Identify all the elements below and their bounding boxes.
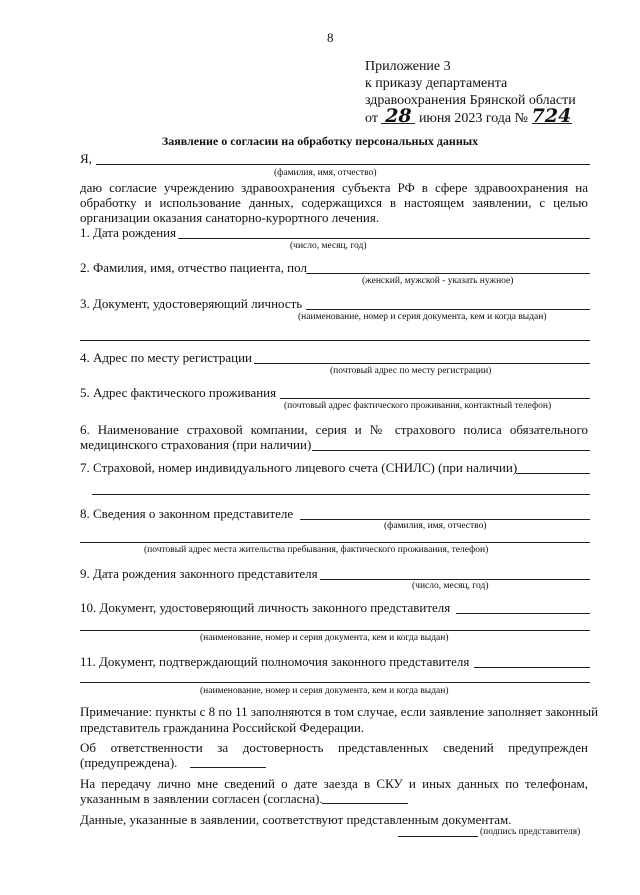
authority-doc-field-2[interactable] [80, 682, 590, 683]
responsibility-line2: (предупреждена). [80, 755, 178, 770]
item-insurance-label-line2: медицинского страхования (при наличии) [80, 437, 312, 452]
representative-name-hint: (фамилия, имя, отчество) [384, 521, 487, 531]
responsibility-signature-field[interactable] [190, 767, 266, 768]
birth-date-hint: (число, месяц, год) [290, 241, 367, 251]
note-line2: представитель гражданина Российской Федерации. [80, 720, 365, 735]
item-insurance-label-line1: 6. Наименование страховой компании, серия и № страхового полиса обязательного [80, 422, 588, 437]
transfer-consent-line2: указанным в заявлении согласен (согласна). [80, 791, 323, 806]
order-reference: к приказу департамента [365, 76, 508, 91]
item-representative-doc-label: 10. Документ, удостоверяющий личность законного представителя [80, 600, 451, 615]
department-name: здравоохранения Брянской области [365, 93, 576, 108]
patient-sex-hint: (женский, мужской - указать нужное) [362, 276, 514, 286]
consent-text-line3: организации оказания санаторно-курортного лечения. [80, 210, 380, 225]
representative-doc-field[interactable] [456, 613, 590, 614]
order-date-line [365, 105, 572, 127]
item-representative-birth-label: 9. Дата рождения законного представителя [80, 566, 318, 581]
item-patient-name-label: 2. Фамилия, имя, отчество пациента, пол [80, 260, 307, 275]
transfer-signature-field[interactable] [322, 803, 408, 804]
representative-address-field[interactable] [80, 542, 590, 543]
authority-doc-hint: (наименование, номер и серия документа, кем и когда выдан) [200, 686, 449, 696]
page-number: 8 [327, 30, 334, 45]
responsibility-line1: Об ответственности за достоверность представленных сведений предупрежден [80, 740, 588, 755]
birth-date-field[interactable] [178, 238, 590, 239]
form-title: Заявление о согласии на обработку персональных данных [161, 134, 479, 148]
appendix-title: Приложение 3 [365, 59, 451, 74]
insurance-field[interactable] [312, 450, 590, 451]
actual-address-hint: (почтовый адрес фактического проживания, контактный телефон) [284, 401, 552, 411]
consent-text-line1: даю согласие учреждению здравоохранения субъекта РФ в сфере здравоохранения на [80, 180, 588, 195]
representative-birth-field[interactable] [320, 579, 590, 580]
representative-doc-hint: (наименование, номер и серия документа, кем и когда выдан) [200, 633, 449, 643]
snils-field[interactable] [516, 473, 590, 474]
item-authority-doc-label: 11. Документ, подтверждающий полномочия законного представителя [80, 654, 470, 669]
handwritten-order-number: 724 [531, 105, 572, 127]
note-line1: Примечание: пункты с 8 по 11 заполняются в том случае, если заявление заполняет законный [80, 704, 599, 719]
registration-address-hint: (почтовый адрес по месту регистрации) [330, 366, 492, 376]
item-actual-address-label: 5. Адрес фактического проживания [80, 385, 277, 400]
representative-doc-field-2[interactable] [80, 630, 590, 631]
patient-name-field[interactable] [306, 273, 590, 274]
item-snils-label: 7. Страховой, номер индивидуального лицевого счета (СНИЛС) (при наличии) [80, 460, 518, 475]
representative-signature-hint: (подпись представителя) [480, 827, 581, 837]
date-rest: июня 2023 года № [418, 111, 529, 126]
item-representative-label: 8. Сведения о законном представителе [80, 506, 294, 521]
identity-doc-hint: (наименование, номер и серия документа, кем и когда выдан) [298, 312, 547, 322]
transfer-consent-line1: На передачу лично мне сведений о дате заезда в СКУ и иных данных по телефонам, [80, 776, 588, 791]
full-name-field[interactable] [96, 164, 590, 165]
consent-text-line2: обработку и использование данных, содержащихся в настоящем заявлении, с целью [80, 195, 588, 210]
item-registration-address-label: 4. Адрес по месту регистрации [80, 350, 252, 365]
handwritten-day: 28 [381, 109, 415, 124]
representative-birth-hint: (число, месяц, год) [412, 581, 489, 591]
authority-doc-field[interactable] [474, 667, 590, 668]
full-name-hint: (фамилия, имя, отчество) [274, 168, 377, 178]
identity-doc-field[interactable] [306, 309, 590, 310]
date-prefix: от [365, 111, 378, 126]
representative-name-field[interactable] [300, 519, 590, 520]
identity-doc-field-2[interactable] [80, 340, 590, 341]
registration-address-field[interactable] [254, 363, 590, 364]
representative-address-hint: (почтовый адрес места жительства пребывания, фактического проживания, телефон) [144, 545, 489, 555]
representative-signature-field[interactable] [398, 836, 478, 837]
item-birth-date-label: 1. Дата рождения [80, 225, 177, 240]
data-match-statement: Данные, указанные в заявлении, соответствуют представленным документам. [80, 812, 512, 827]
item-identity-doc-label: 3. Документ, удостоверяющий личность [80, 296, 303, 311]
actual-address-field[interactable] [280, 398, 590, 399]
snils-field-2[interactable] [92, 494, 590, 495]
i-label: Я, [80, 151, 92, 166]
